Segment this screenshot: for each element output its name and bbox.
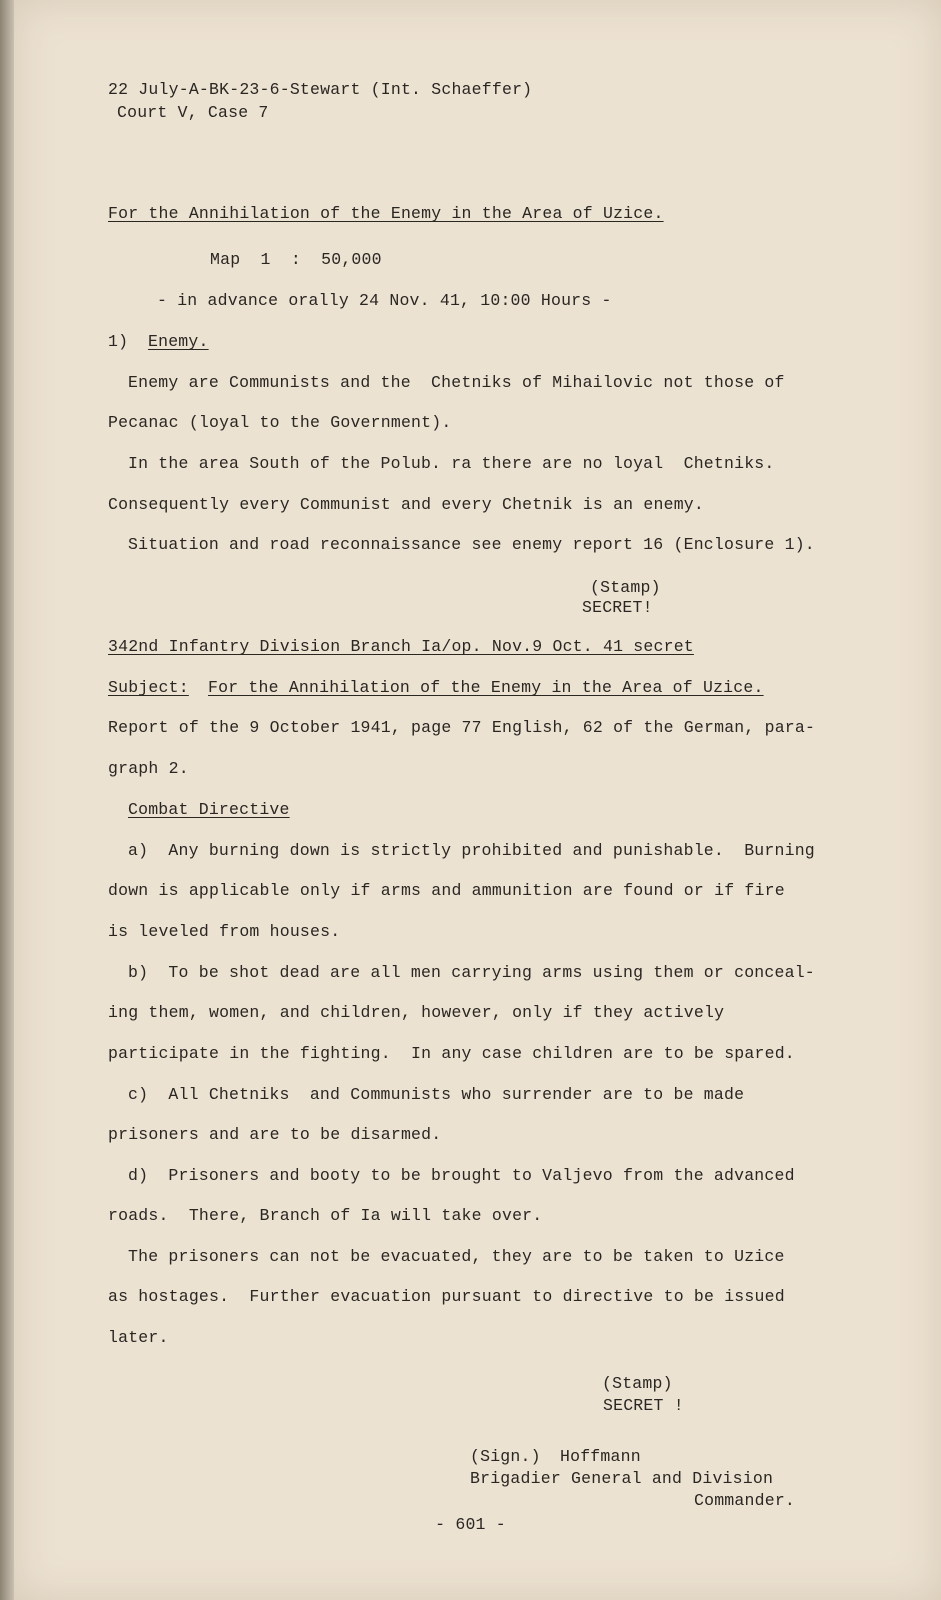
- page-number: - 601 -: [435, 1515, 506, 1534]
- report-reference-line: graph 2.: [108, 759, 189, 778]
- directive-line: as hostages. Further evacuation pursuant to directive to be issued: [108, 1287, 785, 1306]
- advance-notice: - in advance orally 24 Nov. 41, 10:00 Hours -: [157, 291, 612, 310]
- file-reference: 22 July-A-BK-23-6-Stewart (Int. Schaeffer): [108, 80, 533, 99]
- directive-line: b) To be shot dead are all men carrying arms using them or conceal-: [128, 963, 815, 982]
- combat-directive-heading: Combat Directive: [128, 800, 290, 819]
- stamp-secret: SECRET!: [582, 598, 653, 617]
- directive-line: is leveled from houses.: [108, 922, 341, 941]
- signatory-rank-cont: Commander.: [694, 1491, 796, 1510]
- page-edge-shadow: [0, 0, 14, 1600]
- directive-line: The prisoners can not be evacuated, they are to be taken to Uzice: [128, 1247, 785, 1266]
- directive-line: d) Prisoners and booty to be brought to Valjevo from the advanced: [128, 1166, 795, 1185]
- directive-line: later.: [108, 1328, 169, 1347]
- section-number: 1): [108, 332, 129, 351]
- subject-label: Subject:: [108, 678, 189, 697]
- stamp-secret: SECRET !: [603, 1396, 684, 1415]
- section-heading-enemy: Enemy.: [148, 332, 209, 351]
- enemy-paragraph-line: Enemy are Communists and the Chetniks of Mihailovic not those of: [128, 373, 785, 392]
- directive-line: roads. There, Branch of Ia will take over.: [108, 1206, 543, 1225]
- signatory-name: Hoffmann: [560, 1447, 641, 1466]
- enemy-paragraph-line: Situation and road reconnaissance see enemy report 16 (Enclosure 1).: [128, 535, 815, 554]
- directive-line: a) Any burning down is strictly prohibited and punishable. Burning: [128, 841, 815, 860]
- map-scale: Map 1 : 50,000: [210, 250, 382, 269]
- division-heading: 342nd Infantry Division Branch Ia/op. Nov.9 Oct. 41 secret: [108, 637, 694, 656]
- enemy-paragraph-line: Pecanac (loyal to the Government).: [108, 413, 452, 432]
- directive-line: ing them, women, and children, however, only if they actively: [108, 1003, 725, 1022]
- directive-line: prisoners and are to be disarmed.: [108, 1125, 442, 1144]
- directive-line: down is applicable only if arms and ammunition are found or if fire: [108, 881, 785, 900]
- signature-label: (Sign.): [470, 1447, 541, 1466]
- subject-text: For the Annihilation of the Enemy in the Area of Uzice.: [208, 678, 764, 697]
- directive-line: participate in the fighting. In any case children are to be spared.: [108, 1044, 795, 1063]
- signatory-rank: Brigadier General and Division: [470, 1469, 774, 1488]
- court-case: Court V, Case 7: [117, 103, 269, 122]
- order-title: For the Annihilation of the Enemy in the Area of Uzice.: [108, 204, 664, 223]
- directive-line: c) All Chetniks and Communists who surrender are to be made: [128, 1085, 745, 1104]
- stamp-label: (Stamp): [590, 578, 661, 597]
- enemy-paragraph-line: In the area South of the Polub. ra there are no loyal Chetniks.: [128, 454, 775, 473]
- report-reference-line: Report of the 9 October 1941, page 77 English, 62 of the German, para-: [108, 718, 816, 737]
- stamp-label: (Stamp): [602, 1374, 673, 1393]
- enemy-paragraph-line: Consequently every Communist and every Chetnik is an enemy.: [108, 495, 704, 514]
